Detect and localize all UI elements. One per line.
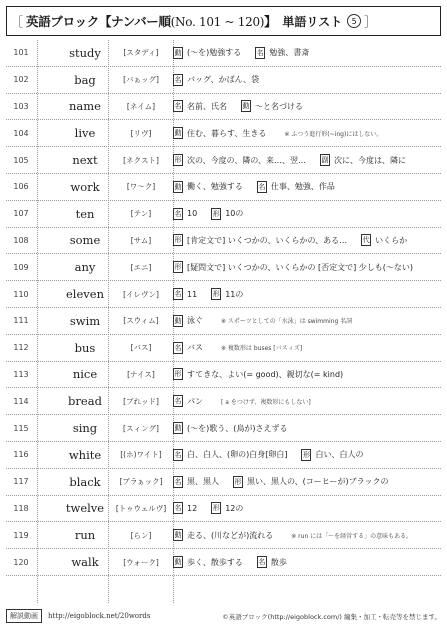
- meaning-text: (〜を)勉強する: [187, 48, 242, 58]
- part-of-speech-badge: 名: [256, 48, 264, 57]
- pronunciation: [スィング]: [123, 423, 159, 433]
- part-of-speech-badge: 名: [174, 209, 182, 218]
- pronunciation: [テン]: [130, 209, 152, 219]
- pronunciation: [ウォーク]: [123, 557, 159, 567]
- part-of-speech-badge: 動: [174, 316, 182, 325]
- page-number-badge: 5: [347, 14, 361, 28]
- meanings: [173, 208, 441, 220]
- header-open-bracket: ［: [11, 14, 24, 29]
- pronunciation: [バぁッグ]: [123, 75, 159, 85]
- usage-note: [ a をつけず、複数形にもしない]: [221, 398, 311, 406]
- word-row: [6, 94, 441, 121]
- meaning-text: パン: [187, 396, 203, 406]
- pronunciation: [ネイム]: [126, 101, 156, 111]
- meanings: [173, 154, 441, 166]
- meaning-text: 白い、白人の: [315, 450, 364, 460]
- part-of-speech-badge: 動: [174, 48, 182, 57]
- word-row: [6, 335, 441, 362]
- part-of-speech-badge: 動: [174, 558, 182, 567]
- meaning-text: 黒い、黒人の、(コーヒーが)ブラックの: [247, 477, 389, 487]
- part-of-speech-badge: 形: [212, 209, 220, 218]
- part-of-speech-badge: 名: [174, 477, 182, 486]
- row-number: 115: [13, 423, 29, 433]
- meanings: [173, 476, 441, 488]
- word-row: [6, 67, 441, 94]
- pronunciation: [エニ]: [130, 262, 152, 272]
- meaning-text: 散歩: [270, 557, 287, 567]
- english-word: bus: [74, 340, 96, 355]
- english-word: ten: [75, 206, 95, 221]
- part-of-speech-badge: 形: [212, 504, 220, 513]
- meanings: [173, 47, 441, 59]
- meaning-text: 次に、今度は、隣に: [334, 155, 407, 165]
- part-of-speech-badge: 名: [174, 75, 182, 84]
- english-word: white: [68, 447, 102, 462]
- meanings: [173, 502, 441, 514]
- part-of-speech-badge: 動: [174, 129, 182, 138]
- meaning-text: [疑問文で] いくつかの、いくらかの [否定文で] 少しも(〜ない): [187, 262, 414, 272]
- meanings: [173, 288, 441, 300]
- meaning-text: [肯定文で] いくつかの、いくらかの、ある…: [187, 235, 348, 245]
- meanings: [173, 181, 441, 193]
- row-number: 110: [13, 289, 29, 299]
- pronunciation: [スウィム]: [123, 316, 159, 326]
- page-header: [6, 6, 441, 36]
- part-of-speech-badge: 形: [174, 263, 182, 272]
- pronunciation: [トゥウェルヴ]: [115, 503, 167, 513]
- row-number: 118: [13, 503, 29, 513]
- row-number: 102: [13, 75, 29, 85]
- pronunciation: [バス]: [130, 343, 152, 353]
- meaning-text: 12: [187, 503, 198, 513]
- page-footer: [6, 608, 441, 624]
- english-word: some: [69, 233, 101, 248]
- english-word: bread: [68, 394, 102, 409]
- header-close-bracket: ］: [364, 14, 377, 29]
- part-of-speech-badge: 形: [174, 236, 182, 245]
- part-of-speech-badge: 形: [234, 477, 242, 486]
- word-row: [6, 522, 441, 549]
- english-word: swim: [69, 313, 101, 328]
- row-number: 113: [13, 369, 29, 379]
- english-word: nice: [72, 367, 98, 382]
- meaning-text: 住む、暮らす、生きる: [187, 128, 267, 138]
- title-text: 英語ブロック【ナンバー順: [26, 14, 171, 29]
- word-row: [6, 281, 441, 308]
- meanings: [173, 529, 441, 541]
- meaning-text: (〜を)歌う、(鳥が)さえずる: [187, 423, 288, 433]
- english-word: any: [74, 260, 96, 275]
- meanings: [173, 556, 441, 568]
- usage-note: ※ スポーツとしての「水泳」は swimming 名詞: [221, 318, 353, 326]
- word-row: [6, 442, 441, 469]
- pronunciation: [ワ〜ク]: [126, 182, 156, 192]
- meaning-text: 12の: [225, 503, 244, 513]
- meaning-text: 黒、黒人: [187, 477, 219, 487]
- word-row: [6, 40, 441, 67]
- word-row: [6, 174, 441, 201]
- meaning-text: 白、白人、(卵の)白身[卵白]: [187, 450, 288, 460]
- row-number: 120: [13, 557, 29, 567]
- meaning-text: 10: [187, 209, 198, 219]
- meaning-text: いくらか: [375, 235, 408, 245]
- part-of-speech-badge: 名: [174, 397, 182, 406]
- english-word: name: [69, 99, 101, 114]
- row-number: 111: [13, 316, 29, 326]
- usage-note: ※ 複数形は buses [バスィズ]: [221, 345, 303, 353]
- row-number: 108: [13, 235, 29, 245]
- meaning-text: 11の: [225, 289, 244, 299]
- part-of-speech-badge: 名: [174, 290, 182, 299]
- part-of-speech-badge: 副: [321, 156, 329, 165]
- meanings: [173, 127, 441, 139]
- row-number: 109: [13, 262, 29, 272]
- part-of-speech-badge: 名: [258, 182, 266, 191]
- meanings: [173, 261, 441, 273]
- video-url-link[interactable]: http://eigoblock.net/20words: [48, 612, 151, 620]
- part-of-speech-badge: 名: [174, 102, 182, 111]
- part-of-speech-badge: 動: [174, 182, 182, 191]
- meaning-text: バス: [187, 343, 203, 353]
- row-number: 101: [13, 48, 29, 58]
- meanings: [173, 100, 441, 112]
- row-number: 105: [13, 155, 29, 165]
- word-row: [6, 362, 441, 389]
- row-number: 112: [13, 343, 29, 353]
- pronunciation: [らン]: [130, 530, 152, 540]
- part-of-speech-badge: 形: [174, 156, 182, 165]
- meanings: [173, 368, 441, 380]
- row-number: 103: [13, 101, 29, 111]
- title-close: 】: [264, 14, 277, 29]
- meaning-text: 泳ぐ: [187, 316, 203, 326]
- meaning-text: すてきな、よい(= good)、親切な(= kind): [187, 369, 344, 379]
- copyright-notice: ©英語ブロック(http://eigoblock.com/) 編集・加工・転売等を禁じます。: [222, 612, 441, 621]
- meaning-text: 11: [187, 289, 198, 299]
- meanings: [173, 234, 441, 246]
- sheet-label: 単語リスト: [282, 14, 343, 29]
- pronunciation: [ネクスト]: [123, 155, 159, 165]
- meaning-text: 10の: [225, 209, 244, 219]
- row-number: 104: [13, 128, 29, 138]
- part-of-speech-badge: 形: [212, 290, 220, 299]
- row-number: 106: [13, 182, 29, 192]
- english-word: black: [69, 474, 101, 489]
- english-word: study: [69, 45, 101, 60]
- title-range: (No. 101 ~ 120): [170, 15, 265, 29]
- row-number: 116: [13, 450, 29, 460]
- word-row: [6, 496, 441, 523]
- meaning-text: 名前、氏名: [187, 101, 227, 111]
- meaning-text: 仕事、勉強、作品: [270, 182, 335, 192]
- row-number: 119: [13, 530, 29, 540]
- english-word: sing: [72, 421, 98, 436]
- english-word: walk: [71, 555, 99, 570]
- part-of-speech-badge: 代: [362, 236, 370, 245]
- english-word: twelve: [65, 501, 105, 516]
- english-word: eleven: [66, 287, 104, 302]
- video-label: 解説動画: [6, 609, 42, 623]
- part-of-speech-badge: 動: [242, 102, 250, 111]
- word-row: [6, 147, 441, 174]
- english-word: next: [72, 153, 98, 168]
- pronunciation: [リヴ]: [130, 128, 152, 138]
- part-of-speech-badge: 名: [174, 504, 182, 513]
- word-row: [6, 120, 441, 147]
- part-of-speech-badge: 形: [174, 370, 182, 379]
- meaning-text: 走る、(川などが)流れる: [187, 530, 274, 540]
- part-of-speech-badge: 動: [174, 424, 182, 433]
- pronunciation: [ブれッド]: [123, 396, 159, 406]
- pronunciation: [ブラぁック]: [119, 477, 163, 487]
- part-of-speech-badge: 名: [174, 343, 182, 352]
- page-title: [26, 12, 276, 30]
- word-row: [6, 254, 441, 281]
- usage-note: ※ run には「〜を経営する」の意味もある。: [291, 532, 413, 540]
- meaning-text: 勉強、書斎: [269, 48, 310, 58]
- meaning-text: 次の、今度の、隣の、来…、翌…: [187, 155, 307, 165]
- word-row: [6, 201, 441, 228]
- usage-note: ※ ふつう進行形(~ing)にはしない。: [284, 130, 383, 138]
- pronunciation: [サム]: [130, 235, 152, 245]
- part-of-speech-badge: 名: [174, 450, 182, 459]
- part-of-speech-badge: 名: [258, 558, 266, 567]
- row-number: 107: [13, 209, 29, 219]
- meaning-text: 〜と名づける: [255, 101, 303, 111]
- word-row: [6, 228, 441, 255]
- word-row: [6, 308, 441, 335]
- word-row: [6, 415, 441, 442]
- word-row: [6, 388, 441, 415]
- english-word: bag: [74, 72, 96, 87]
- pronunciation: [ナイス]: [127, 369, 155, 379]
- meanings: [173, 74, 441, 86]
- meanings: [173, 422, 441, 434]
- english-word: run: [74, 528, 96, 543]
- row-number: 114: [13, 396, 29, 406]
- word-table: [6, 40, 441, 603]
- meanings: [173, 315, 441, 327]
- word-row: [6, 469, 441, 496]
- part-of-speech-badge: 形: [302, 450, 310, 459]
- meanings: [173, 395, 441, 407]
- meaning-text: 歩く、散歩する: [187, 557, 243, 567]
- english-word: live: [74, 126, 96, 141]
- english-word: work: [70, 179, 100, 194]
- meaning-text: 働く、勉強する: [187, 182, 243, 192]
- word-row: [6, 549, 441, 576]
- pronunciation: [イレヴン]: [123, 289, 159, 299]
- meanings: [173, 342, 441, 354]
- pronunciation: [スタディ]: [123, 48, 159, 58]
- pronunciation: [(ホ)ワイト]: [120, 450, 162, 460]
- part-of-speech-badge: 動: [174, 531, 182, 540]
- meanings: [173, 449, 441, 461]
- row-number: 117: [13, 477, 29, 487]
- meaning-text: バッグ、かばん、袋: [187, 75, 260, 85]
